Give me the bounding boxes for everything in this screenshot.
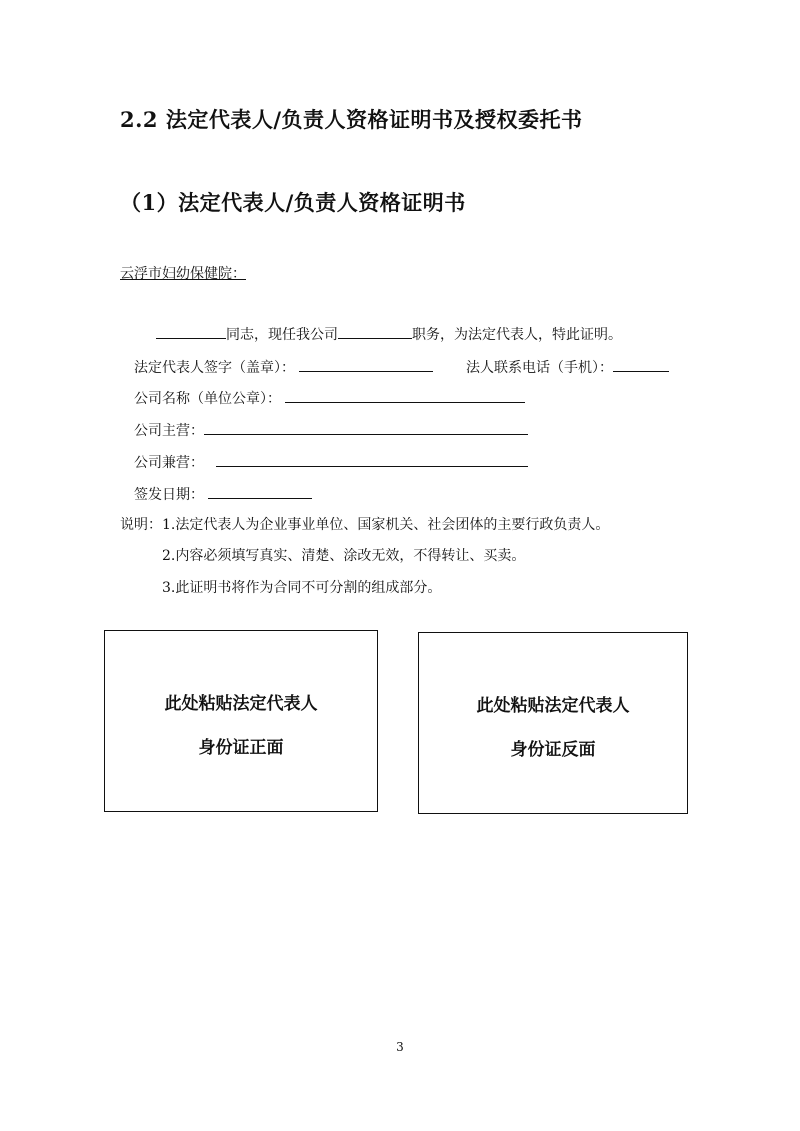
position-blank[interactable] xyxy=(338,324,412,339)
id-back-line1: 此处粘贴法定代表人 xyxy=(476,696,630,716)
side-business-field[interactable] xyxy=(216,452,528,467)
section-title: 2.2 法定代表人/负责人资格证明书及授权委托书 xyxy=(120,107,583,132)
addressee: 云浮市妇幼保健院： xyxy=(120,266,246,282)
subsection-title: （1）法定代表人/负责人资格证明书 xyxy=(120,190,466,215)
id-front-line2: 身份证正面 xyxy=(198,738,284,758)
note-1 xyxy=(120,514,609,534)
company-name-row xyxy=(134,388,525,408)
statement-line xyxy=(156,324,622,344)
signature-field[interactable] xyxy=(299,357,433,372)
issue-date-field[interactable] xyxy=(208,484,312,499)
phone-row xyxy=(466,357,669,377)
statement-part1: 同志，现任我公司 xyxy=(226,327,338,343)
statement-part2: 职务，为法定代表人，特此证明。 xyxy=(412,327,622,343)
note-text: 1.法定代表人为企业事业单位、国家机关、社会团体的主要行政负责人。 xyxy=(162,517,610,533)
name-blank[interactable] xyxy=(156,324,226,339)
id-front-box xyxy=(104,630,378,812)
side-business-row xyxy=(134,452,528,472)
id-back-line2: 身份证反面 xyxy=(510,740,596,760)
page-number: 3 xyxy=(396,1040,404,1054)
notes-prefix: 说明： xyxy=(120,517,162,533)
company-name-field[interactable] xyxy=(285,388,525,403)
phone-label: 法人联系电话（手机）： xyxy=(466,360,613,376)
main-business-field[interactable] xyxy=(204,420,528,435)
id-back-box xyxy=(418,632,688,814)
phone-field[interactable] xyxy=(613,357,669,372)
issue-date-label: 签发日期： xyxy=(134,487,204,503)
main-business-label: 公司主营： xyxy=(134,423,204,439)
main-business-row xyxy=(134,420,528,440)
note-2: 2.内容必须填写真实、清楚、涂改无效，不得转让、买卖。 xyxy=(162,548,526,564)
issue-date-row xyxy=(134,484,312,504)
side-business-label: 公司兼营： xyxy=(134,455,204,471)
signature-label: 法定代表人签字（盖章）： xyxy=(134,360,295,376)
company-name-label: 公司名称（单位公章）： xyxy=(134,391,281,407)
signature-row xyxy=(134,357,433,377)
id-front-line1: 此处粘贴法定代表人 xyxy=(164,694,318,714)
note-3: 3.此证明书将作为合同不可分割的组成部分。 xyxy=(162,580,442,596)
